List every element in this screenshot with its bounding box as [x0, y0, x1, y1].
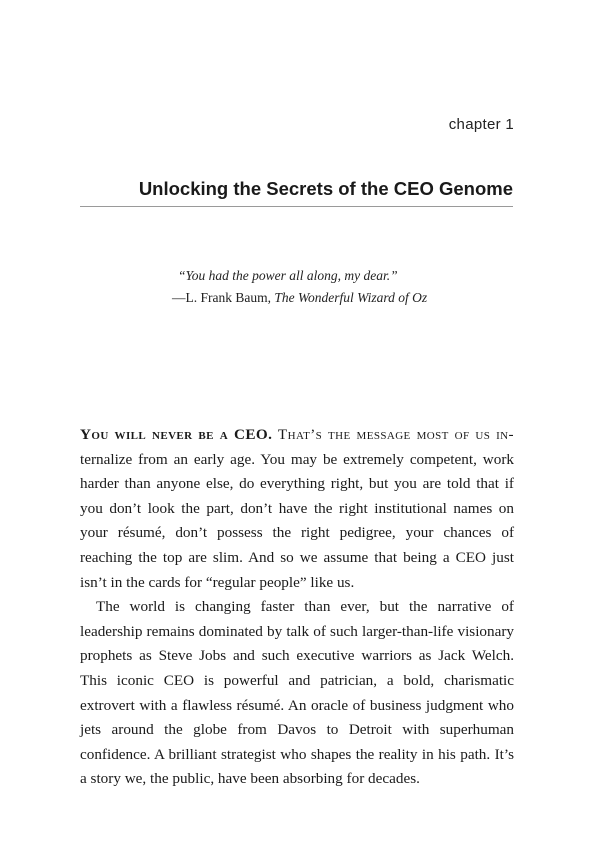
epigraph-quote: “You had the power all along, my dear.” [178, 268, 398, 283]
lead-in-rest: That’s the message most of us in- [272, 426, 514, 443]
lead-in-bold: You will never be a CEO. [80, 426, 273, 443]
paragraph-1-text: ternalize from an early age. You may be extremely competent, work harder than anyone else, do everything right, but you are told that if you don’t look the part, don’t have the right institutional names on your résumé, don’t possess the right pedigree, your chances of reaching the top are slim. And so we assume that being a CEO just isn’t in the cards for “regular people” like us. [80, 450, 514, 591]
attribution-work: The Wonderful Wizard of Oz [274, 290, 428, 305]
lead-in [80, 426, 514, 443]
attribution-author: —L. Frank Baum, [172, 290, 275, 305]
body-text [80, 423, 514, 792]
paragraph-1 [80, 423, 514, 595]
paragraph-2: The world is changing faster than ever, but the narrative of leadership remains dominated by talk of such larger-than-life visionary prophets as Steve Jobs and such executive warriors as Jack Welch. This iconic CEO is powerful and patrician, a bold, charismatic extrovert with a flawless résumé. An oracle of business judgment who jets around the globe from Davos to Detroit with superhuman confidence. A brilliant strategist who shapes the reality in his path. It’s a story we, the public, have been absorbing for decades. [80, 598, 514, 788]
epigraph [0, 268, 600, 306]
chapter-label: chapter 1 [448, 116, 514, 133]
epigraph-attribution [0, 290, 600, 306]
chapter-title: Unlocking the Secrets of the CEO Genome [80, 178, 513, 207]
